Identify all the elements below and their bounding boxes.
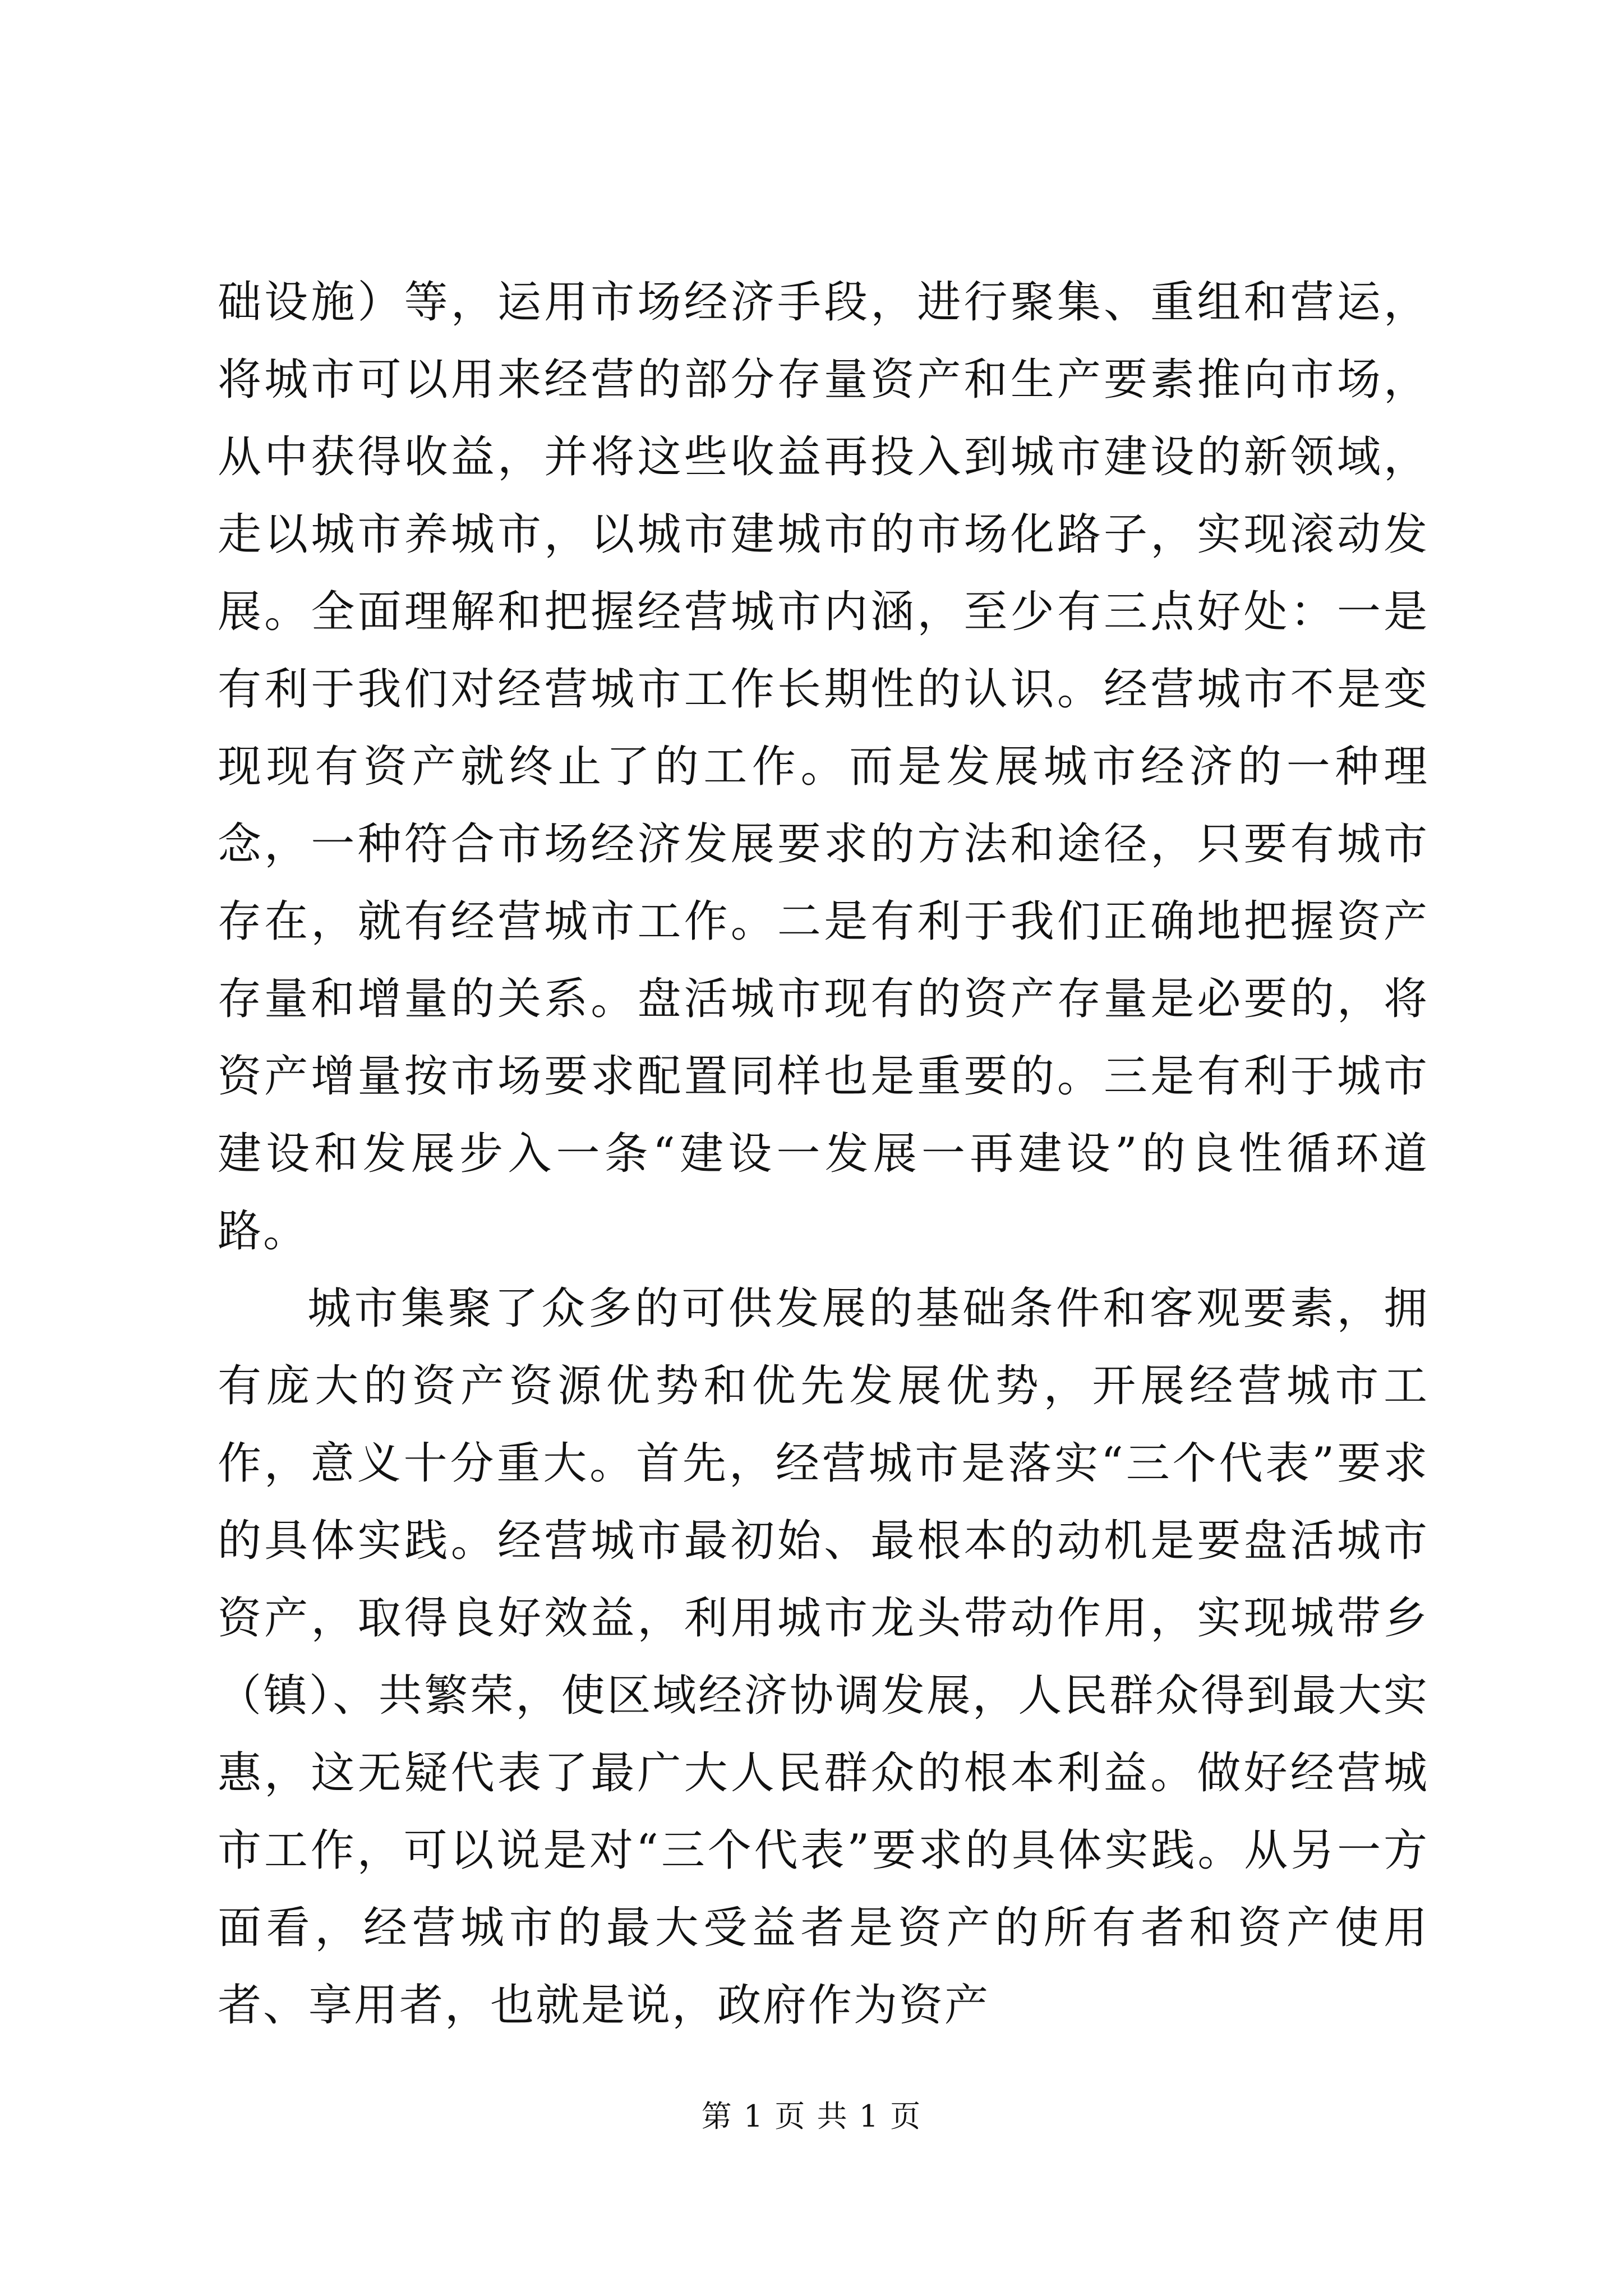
page-footer: 第 1 页 共 1 页 [701,2099,922,2134]
paragraph-1: 础设施）等，运用市场经济手段，进行聚集、重组和营运，将城市可以用来经营的部分存量资产和生产要素推向市场，从中获得收益，并将这些收益再投入到城市建设的新领域，走以城市养城市，以城市建城市的市场化路子，实现滚动发展。全面理解和把握经营城市内涵，至少有三点好处：一是有利于我们对经营城市工作长期性的认识。经营城市不是变现现有资产就终止了的工作。而是发展城市经济的一种理念，一种符合市场经济发展要求的方法和途径，只要有城市存在，就有经营城市工作。二是有利于我们正确地把握资产存量和增量的关系。盘活城市现有的资产存量是必要的，将资产增量按市场要求配置同样也是重要的。三是有利于城市建设和发展步入一条“建设一发展一再建设”的良性循环道路。 [218,277,1429,1257]
document-body [218,264,1429,2044]
paragraph-2: 城市集聚了众多的可供发展的基础条件和客观要素，拥有庞大的资产资源优势和优先发展优势，开展经营城市工作，意义十分重大。首先，经营城市是落实“三个代表”要求的具体实践。经营城市最初始、最根本的动机是要盘活城市资产，取得良好效益，利用城市龙头带动作用，实现城带乡（镇）、共繁荣，使区域经济协调发展，人民群众得到最大实惠，这无疑代表了最广大人民群众的根本利益。做好经营城市工作，可以说是对“三个代表”要求的具体实践。从另一方面看，经营城市的最大受益者是资产的所有者和资产使用者、享用者，也就是说，政府作为资产 [218,1283,1429,2031]
